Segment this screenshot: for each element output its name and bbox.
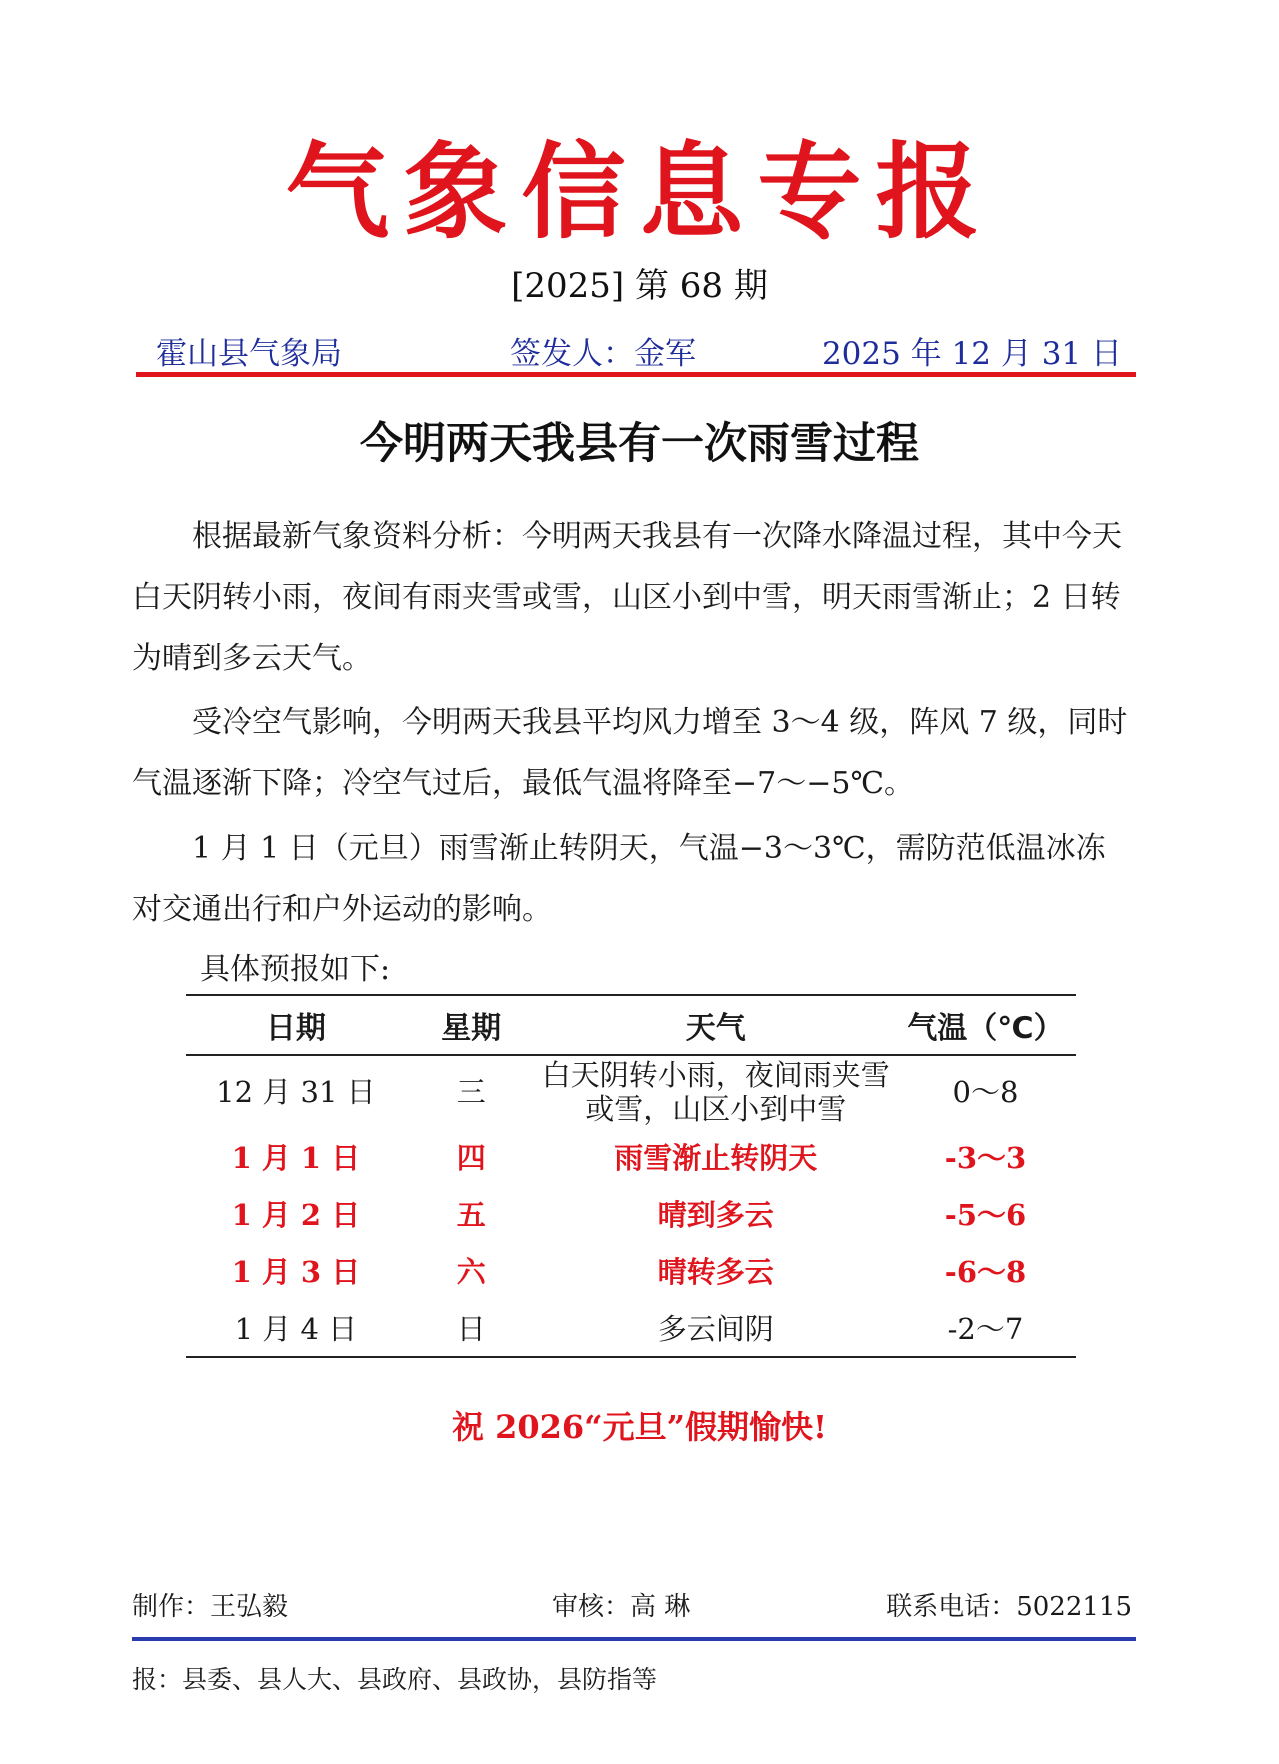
cell-temperature: -6～8 — [944, 1255, 1027, 1289]
paragraph-wind-temperature: 受冷空气影响，今明两天我县平均风力增至 3～4 级，阵风 7 级，同时气温逐渐下降；冷空气过后，最低气温将降至−7～−5℃。 — [132, 705, 1128, 801]
paragraph-analysis: 根据最新气象资料分析：今明两天我县有一次降水降温过程，其中今天白天阴转小雨，夜间有雨夹雪或雪，山区小到中雪，明天雨雪渐止；2 日转为晴到多云天气。 — [132, 519, 1122, 676]
paragraph-new-year: 1 月 1 日（元旦）雨雪渐止转阴天，气温−3～3℃，需防范低温冰冻对交通出行和户外运动的影响。 — [132, 831, 1106, 927]
headline: 今明两天我县有一次雨雪过程 — [360, 419, 919, 469]
cell-weekday: 四 — [456, 1141, 486, 1175]
header-temperature: 气温（℃） — [895, 995, 1076, 1055]
cell-temperature: -5～6 — [944, 1198, 1027, 1232]
cell-weekday: 三 — [456, 1075, 486, 1109]
footer-divider — [132, 1637, 1136, 1641]
cell-weather: 雨雪渐止转阴天 — [614, 1141, 818, 1175]
table-row — [186, 1299, 1076, 1357]
header-divider — [136, 372, 1136, 377]
forecast-intro: 具体预报如下: — [200, 952, 391, 987]
cell-temperature: -2～7 — [947, 1312, 1024, 1346]
footer-phone: 联系电话：5022115 — [886, 1592, 1132, 1622]
cell-date: 12 月 31 日 — [216, 1075, 376, 1109]
holiday-greeting: 祝 2026“元旦”假期愉快! — [451, 1408, 828, 1446]
cell-temperature: -3～3 — [944, 1141, 1027, 1175]
table-row — [186, 1242, 1076, 1299]
footer-maker: 制作：王弘毅 — [132, 1592, 289, 1622]
cell-date: 1 月 2 日 — [231, 1198, 361, 1232]
header-weather: 天气 — [537, 995, 895, 1055]
forecast-table — [186, 994, 1076, 1358]
header-weekday: 星期 — [406, 995, 537, 1055]
footer-distribution: 报：县委、县人大、县政府、县政协，县防指等 — [132, 1665, 658, 1694]
footer-credits — [132, 1586, 1132, 1626]
table-header-row — [186, 995, 1076, 1055]
footer-reviewer: 审核：高 琳 — [552, 1592, 691, 1622]
issuing-organization: 霍山县气象局 — [156, 336, 342, 372]
meta-row — [148, 328, 1130, 372]
table-row — [186, 1128, 1076, 1185]
table-row — [186, 1055, 1076, 1128]
header-date: 日期 — [186, 995, 406, 1055]
cell-date: 1 月 4 日 — [234, 1312, 358, 1346]
cell-weekday: 五 — [456, 1198, 486, 1232]
cell-weather: 晴到多云 — [657, 1198, 774, 1232]
issue-date: 2025 年 12 月 31 日 — [821, 336, 1122, 372]
cell-weekday: 六 — [456, 1255, 486, 1289]
cell-weather: 白天阴转小雨，夜间雨夹雪或雪，山区小到中雪 — [541, 1058, 890, 1126]
cell-date: 1 月 3 日 — [231, 1255, 361, 1289]
issue-number: [2025] 第 68 期 — [511, 266, 768, 306]
cell-date: 1 月 1 日 — [231, 1141, 361, 1175]
cell-weather: 多云间阴 — [657, 1312, 774, 1346]
bulletin-title: 气象信息专报 — [285, 131, 994, 253]
cell-weekday: 日 — [456, 1312, 486, 1346]
signer: 签发人：金军 — [510, 336, 696, 372]
cell-weather: 晴转多云 — [657, 1255, 774, 1289]
cell-temperature: 0～8 — [952, 1075, 1019, 1109]
table-row — [186, 1185, 1076, 1242]
